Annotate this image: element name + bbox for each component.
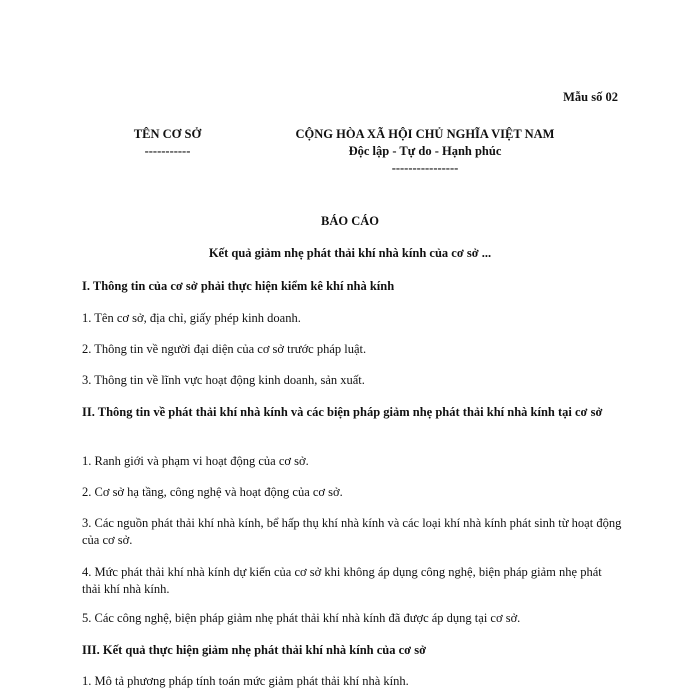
list-item: 2. Thông tin về người đại diện của cơ sở trước pháp luật. [82,342,367,356]
list-item: 4. Mức phát thải khí nhà kính dự kiến của cơ sở khi không áp dụng công nghệ, biện pháp giảm nhẹ phát thải khí nhà kính. [82,565,602,596]
section-heading: III. Kết quả thực hiện giảm nhẹ phát thải khí nhà kính của cơ sở [82,643,427,657]
list-item: 2. Cơ sở hạ tầng, công nghệ và hoạt động của cơ sở. [82,485,343,499]
national-title: CỘNG HÒA XÃ HỘI CHỦ NGHĨA VIỆT NAM [295,127,555,141]
report-title: BÁO CÁO [321,214,379,228]
section-heading: I. Thông tin của cơ sở phải thực hiện kiểm kê khí nhà kính [82,279,395,293]
national-rule: ---------------- [391,161,459,175]
form-number: Mẫu số 02 [563,90,618,104]
section-heading: II. Thông tin về phát thải khí nhà kính và các biện pháp giảm nhẹ phát thải khí nhà kính tại cơ sở [82,405,603,419]
report-subtitle: Kết quả giảm nhẹ phát thải khí nhà kính của cơ sở ... [208,246,492,260]
list-item: 3. Thông tin về lĩnh vực hoạt động kinh doanh, sản xuất. [82,373,365,387]
list-item: 1. Ranh giới và phạm vi hoạt động của cơ sở. [82,454,309,468]
organization-name: TÊN CƠ SỞ [133,127,202,141]
list-item: 3. Các nguồn phát thải khí nhà kính, bể hấp thụ khí nhà kính và các loại khí nhà kính phát sinh từ hoạt động của cơ sở. [82,516,622,547]
organization-rule: ----------- [144,144,191,158]
national-motto: Độc lập - Tự do - Hạnh phúc [348,144,502,158]
list-item: 5. Các công nghệ, biện pháp giảm nhẹ phát thải khí nhà kính đã được áp dụng tại cơ sở. [82,611,521,625]
list-item: 1. Tên cơ sở, địa chỉ, giấy phép kinh doanh. [82,311,301,325]
list-item: 1. Mô tả phương pháp tính toán mức giảm phát thải khí nhà kính. [82,674,409,688]
